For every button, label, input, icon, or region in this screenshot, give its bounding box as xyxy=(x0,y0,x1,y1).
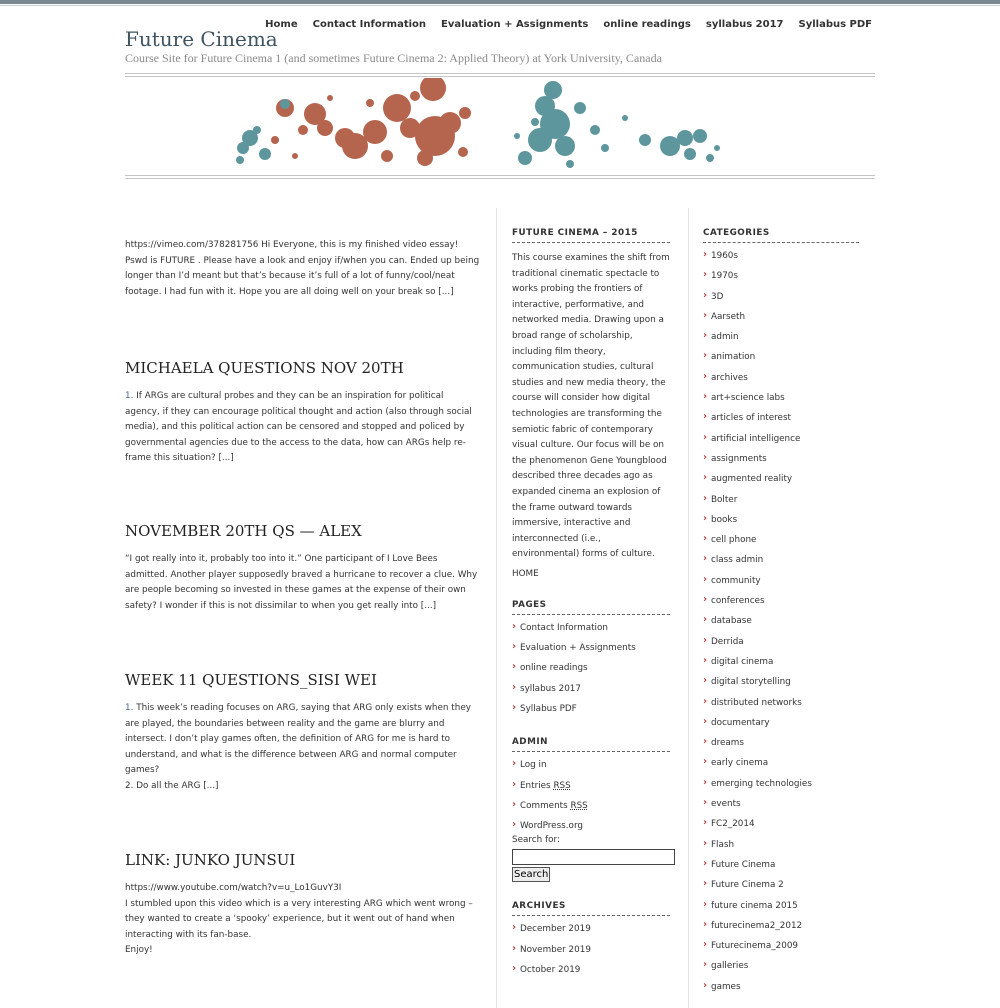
category-link[interactable]: › 1970s xyxy=(703,269,859,289)
page-link-syllabus-pdf[interactable]: › Syllabus PDF xyxy=(512,702,670,722)
header-rule-top-2 xyxy=(125,76,875,77)
category-link[interactable]: › galleries xyxy=(703,959,859,979)
wordpress-link[interactable]: › WordPress.org xyxy=(512,819,670,833)
category-link[interactable]: › 3D xyxy=(703,290,859,310)
post-excerpt-text: If ARGs are cultural probes and they can be an inspiration for political agency, if they can encourage political thought and action (also through social media), and this political action can be censored and stopped and policed by governmental agencies due to the access to the data, how can ARGs help re-frame this situation? [...] xyxy=(125,391,472,464)
home-link[interactable]: HOME xyxy=(512,568,539,579)
page-link-evaluation-assignments[interactable]: › Evaluation + Assignments xyxy=(512,641,670,661)
header-rule-top xyxy=(125,73,875,74)
category-link[interactable]: › animation xyxy=(703,350,859,370)
post-excerpt: “I got really into it, probably too into it.” One participant of I Love Bees admitted. Another player supposedly braved a hurricane to recover a clue. Why are people becoming so invested in these games at the expense of their own safety? I wonder if this is not dissimilar to when you get really into [...] xyxy=(125,554,478,611)
entries-label: Entries xyxy=(520,780,551,791)
rust-paint-splash xyxy=(271,78,471,166)
post-title[interactable]: NOVEMBER 20TH QS — ALEX xyxy=(125,522,362,540)
post-excerpt-more: 2. Do all the ARG [...] xyxy=(125,780,219,791)
main-nav xyxy=(265,19,872,30)
post-title[interactable]: LINK: JUNKO JUNSUI xyxy=(125,851,296,869)
post-item xyxy=(125,238,480,300)
nav-syllabus-pdf[interactable]: Syllabus PDF xyxy=(798,19,872,30)
category-link[interactable]: › books xyxy=(703,513,859,533)
post-title[interactable]: MICHAELA QUESTIONS NOV 20TH xyxy=(125,359,404,377)
widget-title-pages: PAGES xyxy=(512,600,670,615)
header-rule-bottom xyxy=(125,175,875,176)
entries-rss-link[interactable] xyxy=(512,779,670,799)
archives-list xyxy=(512,922,670,983)
category-link[interactable]: › Flash xyxy=(703,838,859,858)
post-link[interactable]: https://www.youtube.com/watch?v=u_Lo1GuvY3I xyxy=(125,883,342,893)
category-link[interactable]: › art+science labs xyxy=(703,391,859,411)
category-link[interactable]: › digital storytelling xyxy=(703,675,859,695)
nav-online-readings[interactable]: online readings xyxy=(603,19,691,30)
list-number: 1. xyxy=(125,391,134,401)
category-link[interactable]: › artificial intelligence xyxy=(703,432,859,452)
post-excerpt xyxy=(125,389,480,467)
category-link[interactable]: › FC2_2014 xyxy=(703,817,859,837)
category-link[interactable]: › 1960s xyxy=(703,249,859,269)
category-link[interactable]: › Bolter xyxy=(703,493,859,513)
post-item xyxy=(125,851,480,959)
category-link[interactable]: › archives xyxy=(703,371,859,391)
header-rule-bottom-2 xyxy=(125,178,875,179)
nav-home[interactable]: Home xyxy=(265,19,298,30)
archive-link[interactable]: › October 2019 xyxy=(512,963,670,983)
category-link[interactable]: › early cinema xyxy=(703,756,859,776)
categories-list xyxy=(703,249,859,1000)
login-link[interactable]: › Log in xyxy=(512,758,670,778)
post-excerpt-end: Enjoy! xyxy=(125,945,153,956)
post-item xyxy=(125,359,480,467)
category-link[interactable]: › articles of interest xyxy=(703,411,859,431)
post-excerpt xyxy=(125,701,480,795)
comments-label: Comments xyxy=(520,800,568,811)
rss-abbr: RSS xyxy=(553,780,571,791)
archive-link[interactable]: › November 2019 xyxy=(512,943,670,963)
post-excerpt xyxy=(125,881,480,959)
pages-list xyxy=(512,621,670,722)
category-link[interactable]: › games xyxy=(703,980,859,1000)
category-link[interactable]: › Aarseth xyxy=(703,310,859,330)
category-link[interactable]: › conferences xyxy=(703,594,859,614)
rss-abbr: RSS xyxy=(570,800,588,811)
top-border-thin xyxy=(0,5,1000,6)
comments-rss-link[interactable] xyxy=(512,799,670,819)
list-number: 1. xyxy=(125,703,134,713)
category-link[interactable]: › community xyxy=(703,574,859,594)
category-link[interactable]: › Derrida xyxy=(703,635,859,655)
category-link[interactable]: › assignments xyxy=(703,452,859,472)
page-link-online-readings[interactable]: › online readings xyxy=(512,661,670,681)
search-input[interactable] xyxy=(512,849,675,865)
category-link[interactable]: › emerging technologies xyxy=(703,777,859,797)
widget-title-admin: ADMIN xyxy=(512,737,670,752)
category-link[interactable]: › events xyxy=(703,797,859,817)
page-link-contact-information[interactable]: › Contact Information xyxy=(512,621,670,641)
category-link[interactable]: › Futurecinema_2009 xyxy=(703,939,859,959)
category-link[interactable]: › class admin xyxy=(703,553,859,573)
categories-sidebar xyxy=(703,228,859,1000)
header-banner-image xyxy=(125,78,875,174)
post-title[interactable]: WEEK 11 QUESTIONS_SISI WEI xyxy=(125,671,377,689)
category-link[interactable]: › augmented reality xyxy=(703,472,859,492)
category-link[interactable]: › future cinema 2015 xyxy=(703,899,859,919)
archive-link[interactable]: › December 2019 xyxy=(512,922,670,942)
nav-evaluation-assignments[interactable]: Evaluation + Assignments xyxy=(441,19,589,30)
category-link[interactable]: › futurecinema2_2012 xyxy=(703,919,859,939)
primary-sidebar xyxy=(512,228,670,983)
nav-contact-information[interactable]: Contact Information xyxy=(312,19,427,30)
category-link[interactable]: › admin xyxy=(703,330,859,350)
post-excerpt: https://vimeo.com/378281756 Hi Everyone, this is my finished video essay! Pswd is FUTURE . Please have a look and enjoy if/when you can. Ended up being longer than I’d meant but that’s because it’s full of a lot of funny/cool/neat footage. I had fun with it. Hope you are all doing well on your break so [...] xyxy=(125,240,480,297)
site-title[interactable]: Future Cinema xyxy=(125,27,278,51)
category-link[interactable]: › distributed networks xyxy=(703,696,859,716)
category-link[interactable]: › Future Cinema 2 xyxy=(703,878,859,898)
sidebar-divider xyxy=(496,208,497,1008)
nav-syllabus-2017[interactable]: syllabus 2017 xyxy=(705,19,784,30)
category-link[interactable]: › digital cinema xyxy=(703,655,859,675)
category-link[interactable]: › documentary xyxy=(703,716,859,736)
category-link[interactable]: › dreams xyxy=(703,736,859,756)
search-label: Search for: xyxy=(512,835,560,846)
top-border xyxy=(0,0,1000,4)
widget-title-categories: CATEGORIES xyxy=(703,228,859,243)
widget-title-archives: ARCHIVES xyxy=(512,901,670,916)
category-link[interactable]: › Future Cinema xyxy=(703,858,859,878)
category-link[interactable]: › database xyxy=(703,614,859,634)
post-excerpt-text: This week’s reading focuses on ARG, saying that ARG only exists when they are played, the boundaries between reality and the game are blurry and intersect. I don’t play games often, the definition of ARG for me is hard to understand, and what is the difference between ARG and normal computer games? xyxy=(125,703,471,776)
post-item xyxy=(125,671,480,795)
admin-list xyxy=(512,758,670,833)
search-button[interactable]: Search xyxy=(512,867,550,882)
post-excerpt-text: I stumbled upon this video which is a very interesting ARG which went wrong – they wanted to create a ‘spooky’ experience, but it went out of hand when interacting with its fan-base. xyxy=(125,898,473,940)
sidebar-divider xyxy=(688,208,689,1008)
page-link-syllabus-2017[interactable]: › syllabus 2017 xyxy=(512,682,670,702)
site-description: Course Site for Future Cinema 1 (and sometimes Future Cinema 2: Applied Theory) at York University, Canada xyxy=(125,51,662,65)
course-description: This course examines the shift from traditional cinematic spectacle to works probing the frontiers of interactive, performative, and networked media. Drawing upon a broad range of scholarship, including film theory, communication studies, cultural studies and new media theory, the course will consider how digital technologies are transforming the semiotic fabric of contemporary visual culture. Our focus will be on the phenomenon Gene Youngblood described three decades ago as expanded cinema an explosion of the frame outward towards immersive, interactive and interconnected (i.e., environmental) forms of culture. xyxy=(512,253,670,560)
widget-title-about: FUTURE CINEMA – 2015 xyxy=(512,228,670,243)
category-link[interactable]: › cell phone xyxy=(703,533,859,553)
post-item xyxy=(125,522,480,614)
teal-paint-splash xyxy=(236,81,720,168)
